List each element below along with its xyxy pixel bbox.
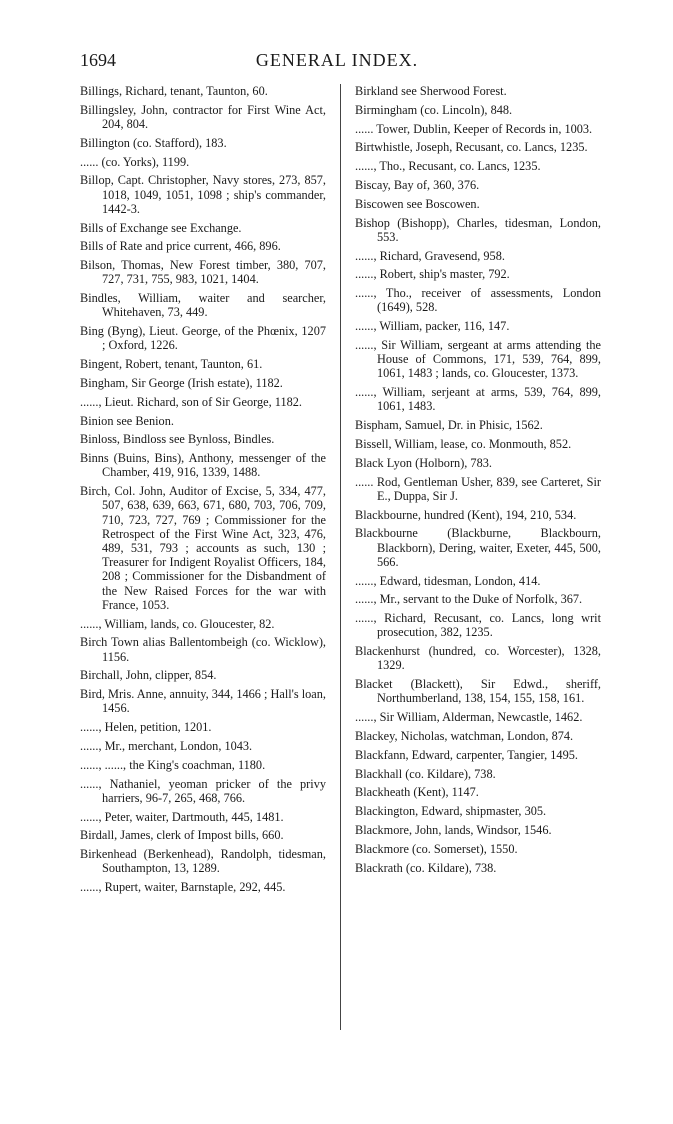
page-number: 1694 [80, 50, 116, 70]
index-entry: Billop, Capt. Christopher, Navy stores, 273, 857, 1018, 1049, 1051, 1098 ; ship's commander, 1442-3. [80, 173, 326, 216]
index-entry: ......, Peter, waiter, Dartmouth, 445, 1481. [80, 809, 284, 824]
index-entry: ......, Tho., receiver of assessments, London (1649), 528. [355, 286, 601, 315]
index-entry: ......, ......, the King's coachman, 1180. [80, 757, 266, 772]
index-entry: Bing (Byng), Lieut. George, of the Phœnix, 1207 ; Oxford, 1226. [80, 324, 326, 353]
index-entry: Bispham, Samuel, Dr. in Phisic, 1562. [355, 418, 543, 433]
index-entry: ......, Sir William, sergeant at arms attending the House of Commons, 171, 539, 764, 899, 1061, 1483 ; lands, co. Gloucester, 1373. [355, 337, 601, 381]
column-divider [340, 84, 341, 1030]
index-entry: Billington (co. Stafford), 183. [80, 135, 227, 150]
index-entry: ......, Lieut. Richard, son of Sir George, 1182. [80, 394, 302, 409]
index-entry: Bingent, Robert, tenant, Taunton, 61. [80, 357, 263, 372]
index-entry: ......, Richard, Recusant, co. Lancs, long writ prosecution, 382, 1235. [355, 611, 601, 640]
index-entry: ......, Helen, petition, 1201. [80, 720, 212, 735]
index-entry: Bilson, Thomas, New Forest timber, 380, 707, 727, 731, 755, 983, 1021, 1404. [80, 258, 326, 287]
index-entry: ......, Sir William, Alderman, Newcastle, 1462. [355, 710, 583, 725]
index-entry: Blackheath (Kent), 1147. [355, 785, 479, 800]
index-entry: Bissell, William, lease, co. Monmouth, 852. [355, 436, 572, 451]
index-entry: ...... Rod, Gentleman Usher, 839, see Carteret, Sir E., Duppa, Sir J. [355, 474, 601, 503]
index-entry: Blackey, Nicholas, watchman, London, 874. [355, 728, 574, 743]
index-entry: Blackbourne (Blackburne, Blackbourn, Blackborn), Dering, waiter, Exeter, 445, 500, 566. [355, 526, 601, 569]
index-entry: Bingham, Sir George (Irish estate), 1182. [80, 375, 283, 390]
index-entry: Birch Town alias Ballentombeigh (co. Wicklow), 1156. [80, 635, 326, 664]
page-header [80, 50, 598, 72]
index-entry: Blackenhurst (hundred, co. Worcester), 1328, 1329. [355, 644, 601, 673]
index-entry: Bindles, William, waiter and searcher, Whitehaven, 73, 449. [80, 291, 326, 320]
index-entry: ...... Tower, Dublin, Keeper of Records in, 1003. [355, 121, 593, 136]
index-entry: Blackhall (co. Kildare), 738. [355, 766, 496, 781]
index-entry: Birch, Col. John, Auditor of Excise, 5, 334, 477, 507, 638, 639, 663, 671, 680, 703, 706, 709, 710, 723, 727, 769 ; Commissioner for the Retrospect of the First Wine Act, 323, 476, 489, 531, 793 ; accounts as such, 130 ; Treasurer for Indigent Royalist Officers, 184, 208 ; Commissioner for the Disbandment of the New Raised Forces for the war with France, 1053. [80, 484, 326, 612]
index-entry: ......, Edward, tidesman, London, 414. [355, 573, 541, 588]
index-entry: Birmingham (co. Lincoln), 848. [355, 102, 513, 117]
index-entry: Biscay, Bay of, 360, 376. [355, 177, 480, 192]
index-entry: ...... (co. Yorks), 1199. [80, 154, 190, 169]
index-entry: Birkland see Sherwood Forest. [355, 84, 507, 98]
index-entry: ......, Rupert, waiter, Barnstaple, 292, 445. [80, 880, 286, 895]
index-entry: ......, Tho., Recusant, co. Lancs, 1235. [355, 159, 541, 174]
index-column-left [80, 84, 326, 899]
index-entry: ......, Mr., merchant, London, 1043. [80, 738, 253, 753]
index-entry: ......, William, packer, 116, 147. [355, 319, 510, 334]
index-entry: Birchall, John, clipper, 854. [80, 668, 217, 683]
index-entry: Blackfann, Edward, carpenter, Tangier, 1495. [355, 747, 578, 762]
running-title: GENERAL INDEX. [255, 50, 419, 70]
index-entry: Blackmore, John, lands, Windsor, 1546. [355, 822, 552, 837]
index-entry: Bills of Rate and price current, 466, 896. [80, 239, 281, 254]
index-entry: Blackrath (co. Kildare), 738. [355, 860, 497, 875]
index-entry: Blackbourne, hundred (Kent), 194, 210, 534. [355, 507, 577, 522]
index-entry: ......, Robert, ship's master, 792. [355, 267, 510, 282]
index-entry: ......, William, lands, co. Gloucester, 82. [80, 616, 275, 631]
index-entry: Binloss, Bindloss see Bynloss, Bindles. [80, 432, 275, 447]
index-entry: Bishop (Bishopp), Charles, tidesman, London, 553. [355, 215, 601, 244]
index-entry: Billingsley, John, contractor for First Wine Act, 204, 804. [80, 102, 326, 131]
index-entry: Biscowen see Boscowen. [355, 196, 480, 211]
index-entry: Bills of Exchange see Exchange. [80, 220, 242, 235]
index-entry: Blackington, Edward, shipmaster, 305. [355, 804, 547, 819]
index-entry: Binion see Benion. [80, 413, 174, 428]
index-entry: Blacket (Blackett), Sir Edwd., sheriff, Northumberland, 138, 154, 155, 158, 161. [355, 677, 601, 706]
index-entry: Bird, Mris. Anne, annuity, 344, 1466 ; Hall's loan, 1456. [80, 687, 326, 716]
index-entry: Billings, Richard, tenant, Taunton, 60. [80, 84, 268, 98]
index-column-right [355, 84, 601, 879]
index-entry: Birtwhistle, Joseph, Recusant, co. Lancs, 1235. [355, 140, 588, 155]
index-entry: Birdall, James, clerk of Impost bills, 660. [80, 828, 284, 843]
index-entry: ......, William, serjeant at arms, 539, 764, 899, 1061, 1483. [355, 385, 601, 414]
index-entry: Binns (Buins, Bins), Anthony, messenger of the Chamber, 419, 916, 1339, 1488. [80, 451, 326, 480]
watermark-mark-icon [67, 473, 81, 487]
index-entry: Birkenhead (Berkenhead), Randolph, tidesman, Southampton, 13, 1289. [80, 847, 326, 876]
index-entry: ......, Richard, Gravesend, 958. [355, 248, 505, 263]
index-entry: Black Lyon (Holborn), 783. [355, 455, 492, 470]
index-entry: ......, Nathaniel, yeoman pricker of the privy harriers, 96-7, 265, 468, 766. [80, 776, 326, 805]
index-entry: ......, Mr., servant to the Duke of Norfolk, 367. [355, 592, 583, 607]
index-entry: Blackmore (co. Somerset), 1550. [355, 841, 518, 856]
